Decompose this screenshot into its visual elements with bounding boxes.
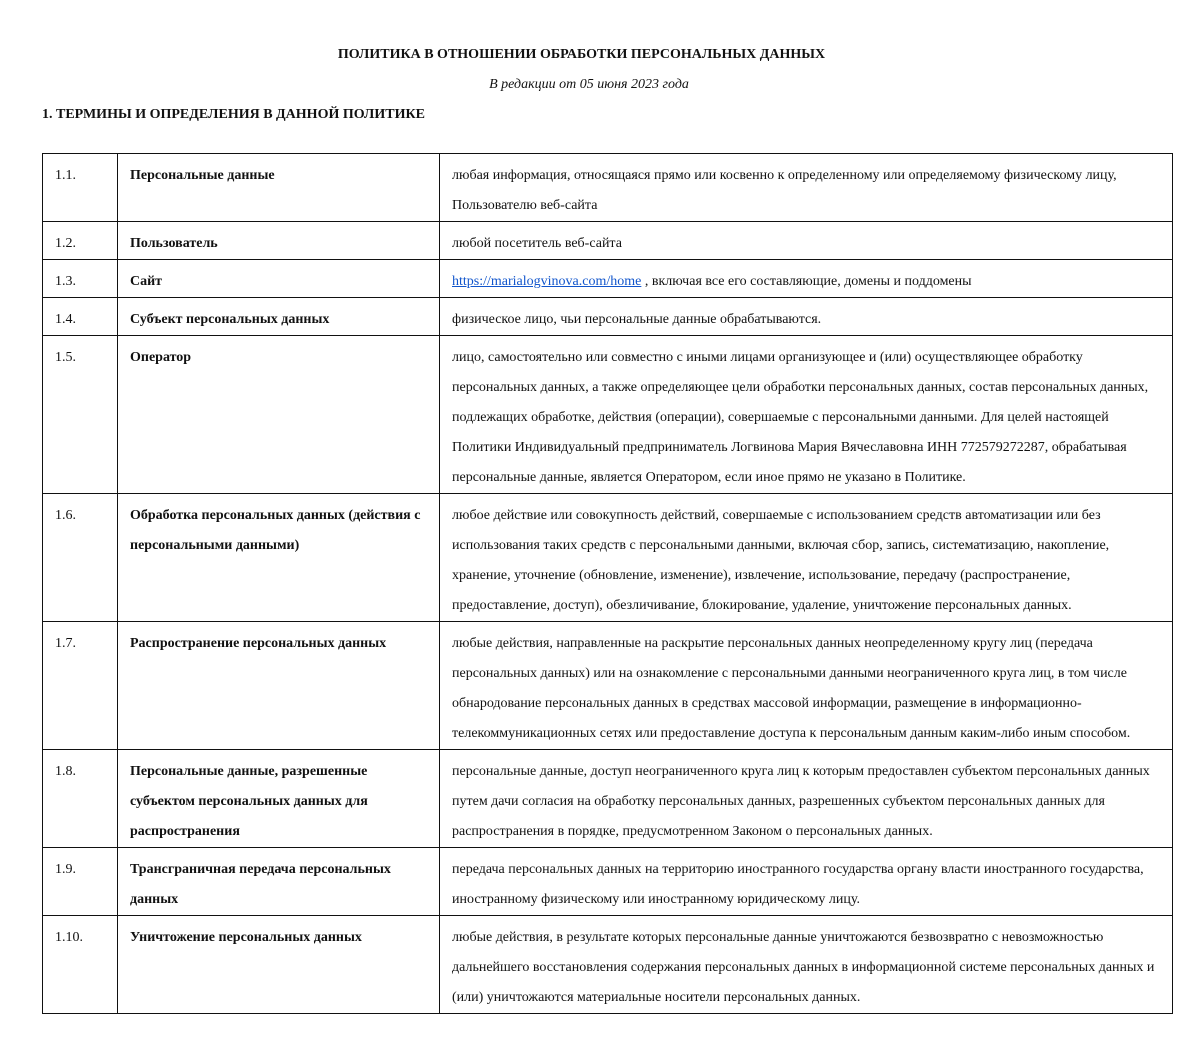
table-row	[43, 916, 1173, 1014]
term-definition: любое действие или совокупность действий, совершаемые с использованием средств автоматизации или без использования таких средств с персональными данными, включая сбор, запись, систематизацию, накопление, хранение, уточнение (обновление, изменение), извлечение, использование, передачу (распространение, предоставление, доступ), обезличивание, блокирование, удаление, уничтожение персональных данных.	[440, 494, 1173, 622]
table-row	[43, 494, 1173, 622]
term-name: Трансграничная передача персональных данных	[118, 848, 440, 916]
term-definition	[440, 260, 1173, 298]
section-heading: 1. ТЕРМИНЫ И ОПРЕДЕЛЕНИЯ В ДАННОЙ ПОЛИТИКЕ	[42, 107, 425, 122]
term-number: 1.3.	[43, 260, 118, 298]
site-definition-text: , включая все его составляющие, домены и поддомены	[641, 274, 972, 289]
term-number: 1.10.	[43, 916, 118, 1014]
term-number: 1.1.	[43, 154, 118, 222]
term-definition: персональные данные, доступ неограниченного круга лиц к которым предоставлен субъектом персональных данных путем дачи согласия на обработку персональных данных, разрешенных субъектом персональных данных для распространения в порядке, предусмотренном Законом о персональных данных.	[440, 750, 1173, 848]
term-name: Персональные данные, разрешенные субъектом персональных данных для распространения	[118, 750, 440, 848]
table-row	[43, 622, 1173, 750]
term-name: Субъект персональных данных	[118, 298, 440, 336]
term-definition: любые действия, направленные на раскрытие персональных данных неопределенному кругу лиц (передача персональных данных) или на ознакомление с персональными данными неограниченного круга лиц, в том числе обнародование персональных данных в средствах массовой информации, размещение в информационно-телекоммуникационных сетях или предоставление доступа к персональным данным каким-либо иным способом.	[440, 622, 1173, 750]
term-number: 1.4.	[43, 298, 118, 336]
term-name: Уничтожение персональных данных	[118, 916, 440, 1014]
table-row	[43, 298, 1173, 336]
term-number: 1.5.	[43, 336, 118, 494]
table-row	[43, 336, 1173, 494]
document-edition-date: В редакции от 05 июня 2023 года	[489, 77, 689, 92]
term-name: Пользователь	[118, 222, 440, 260]
term-name: Сайт	[118, 260, 440, 298]
term-definition: любые действия, в результате которых персональные данные уничтожаются безвозвратно с невозможностью дальнейшего восстановления содержания персональных данных в информационной системе персональных данных и (или) уничтожаются материальные носители персональных данных.	[440, 916, 1173, 1014]
site-link[interactable]: https://marialogvinova.com/home	[452, 274, 642, 289]
term-name: Персональные данные	[118, 154, 440, 222]
term-number: 1.8.	[43, 750, 118, 848]
term-number: 1.9.	[43, 848, 118, 916]
table-row	[43, 750, 1173, 848]
table-row	[43, 260, 1173, 298]
term-number: 1.2.	[43, 222, 118, 260]
terms-table	[42, 153, 1173, 1014]
table-row	[43, 154, 1173, 222]
term-name: Оператор	[118, 336, 440, 494]
term-definition: любая информация, относящаяся прямо или косвенно к определенному или определяемому физическому лицу, Пользователю веб-сайта	[440, 154, 1173, 222]
term-name: Распространение персональных данных	[118, 622, 440, 750]
table-row	[43, 848, 1173, 916]
table-row	[43, 222, 1173, 260]
term-definition: физическое лицо, чьи персональные данные обрабатываются.	[440, 298, 1173, 336]
term-name: Обработка персональных данных (действия с персональными данными)	[118, 494, 440, 622]
term-definition: лицо, самостоятельно или совместно с иными лицами организующее и (или) осуществляющее обработку персональных данных, а также определяющее цели обработки персональных данных, состав персональных данных, подлежащих обработке, действия (операции), совершаемые с персональными данными. Для целей настоящей Политики Индивидуальный предприниматель Логвинова Мария Вячеславовна ИНН 772579272287, обрабатывая персональные данные, является Оператором, если иное прямо не указано в Политике.	[440, 336, 1173, 494]
document-title: ПОЛИТИКА В ОТНОШЕНИИ ОБРАБОТКИ ПЕРСОНАЛЬНЫХ ДАННЫХ	[337, 47, 826, 62]
term-number: 1.7.	[43, 622, 118, 750]
term-definition: любой посетитель веб-сайта	[440, 222, 1173, 260]
term-definition: передача персональных данных на территорию иностранного государства органу власти иностранного государства, иностранному физическому или иностранному юридическому лицу.	[440, 848, 1173, 916]
term-number: 1.6.	[43, 494, 118, 622]
